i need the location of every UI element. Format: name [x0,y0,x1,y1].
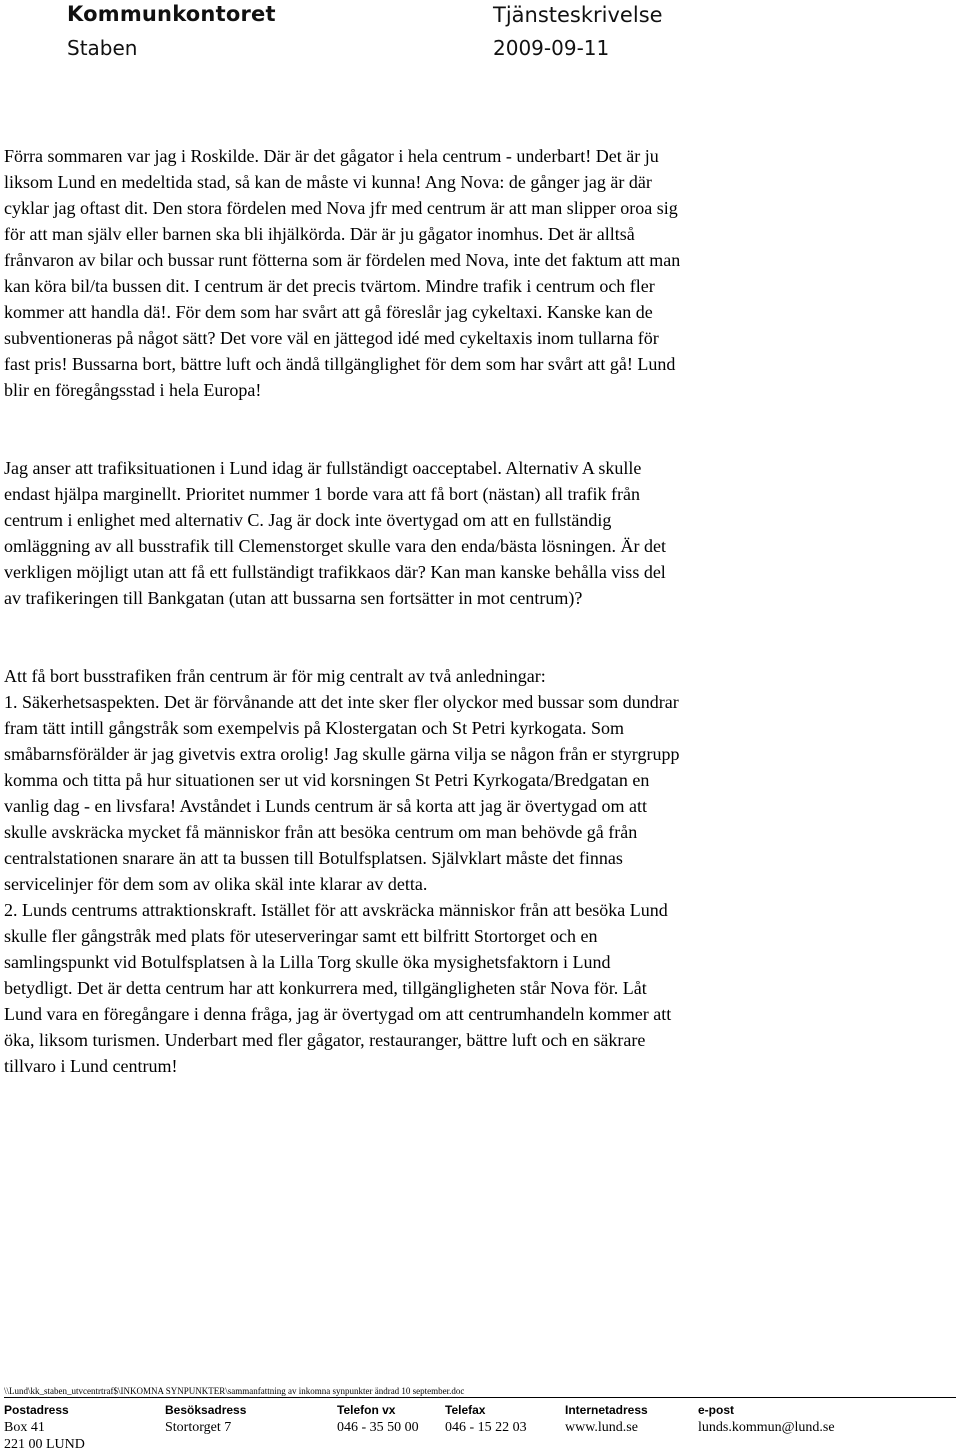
footer-label: Internetadress [565,1403,648,1417]
document-date: 2009-09-11 [493,36,610,60]
text-line: för att man själv eller barnen ska bli ihjälkörda. Där är ju gågator inomhus. Det är alltså [4,224,635,244]
footer-phone [337,1402,419,1436]
text-line: Förra sommaren var jag i Roskilde. Där är det gågator i hela centrum - underbart! Det är ju [4,146,659,166]
footer-postal-address [4,1402,85,1453]
text-line: omläggning av all busstrafik till Clemenstorget skulle vara den enda/bästa lösningen. Är det [4,536,667,556]
footer-visiting-address [165,1402,246,1436]
organization-name: Kommunkontoret [67,2,276,26]
text-line: 2. Lunds centrums attraktionskraft. Istället för att avskräcka människor från att besöka Lund [4,900,668,920]
text-line: samlingspunkt vid Botulfsplatsen à la Lilla Torg skulle öka mysighetsfaktorn i Lund [4,952,611,972]
text-line: skulle avskräcka mycket få människor från att besöka centrum om man behövde gå från [4,822,638,842]
text-line: vanlig dag - en livsfara! Avståndet i Lunds centrum är så korta att jag är övertygad om att [4,796,647,816]
text-line: centralstationen snarare än att ta bussen till Botulfsplatsen. Självklart måste det finnas [4,848,623,868]
text-line: centrum i enlighet med alternativ C. Jag är dock inte övertygad om att en fullständig [4,510,612,530]
document-type: Tjänsteskrivelse [493,3,663,27]
text-line: Jag anser att trafiksituationen i Lund idag är fullständigt oacceptabel. Alternativ A skulle [4,458,642,478]
footer-website [565,1402,648,1436]
text-line: servicelinjer för dem som av olika skäl inte klarar av detta. [4,874,428,894]
footer-label: Telefon vx [337,1403,396,1417]
text-line: kan köra bil/ta bussen dit. I centrum är det precis tvärtom. Mindre trafik i centrum och fler [4,276,655,296]
text-line: frånvaron av bilar och bussar runt fötterna som är fördelen med Nova, inte det faktum att man [4,250,681,270]
paragraph-1 [4,143,884,403]
text-line: öka, liksom turismen. Underbart med fler gågator, restauranger, bättre luft och en säkrare [4,1030,646,1050]
footer-value: 046 - 15 22 03 [445,1420,527,1435]
text-line: Att få bort busstrafiken från centrum är för mig centralt av två anledningar: [4,666,546,686]
file-path: \\Lund\kk_staben_utvcentrtraf$\INKOMNA SYNPUNKTER\sammanfattning av inkomna synpunkter ändrad 10 september.doc [4,1386,465,1396]
paragraph-2 [4,455,884,611]
text-line: skulle fler gångstråk med plats för uteserveringar samt ett bilfritt Stortorget och en [4,926,598,946]
footer-fax [445,1402,527,1436]
text-line: tillvaro i Lund centrum! [4,1056,178,1076]
footer-value: Stortorget 7 [165,1420,232,1435]
footer-label: e-post [698,1403,734,1417]
footer-value: 046 - 35 50 00 [337,1420,419,1435]
department-name: Staben [67,36,138,60]
text-line: betydligt. Det är detta centrum har att konkurrera med, tillgängligheten står Nova för. Låt [4,978,647,998]
text-line: cyklar jag oftast dit. Den stora fördelen med Nova jfr med centrum är att man slipper oroa sig [4,198,678,218]
text-line: verkligen möjligt utan att få ett fullständigt trafikkaos där? Kan man kanske behålla viss del [4,562,666,582]
paragraph-3 [4,663,884,1079]
text-line: komma och titta på hur situationen ser ut vid korsningen St Petri Kyrkogata/Bredgatan en [4,770,650,790]
text-line: fram tätt intill gångstråk som exempelvis på Klostergatan och St Petri kyrkogata. Som [4,718,625,738]
footer-value: www.lund.se [565,1420,638,1435]
footer-email [698,1402,835,1436]
footer-value: Box 41 [4,1420,45,1435]
text-line: blir en föregångsstad i hela Europa! [4,380,262,400]
text-line: 1. Säkerhetsaspekten. Det är förvånande att det inte sker fler olyckor med bussar som dundrar [4,692,679,712]
text-line: fast pris! Bussarna bort, bättre luft och ändå tillgänglighet för dem som har svårt att gå! Lund [4,354,676,374]
footer-label: Telefax [445,1403,486,1417]
text-line: Lund vara en föregångare i denna fråga, jag är övertygad om att centrumhandeln kommer att [4,1004,672,1024]
footer-divider [4,1397,956,1398]
footer-label: Besöksadress [165,1403,247,1417]
footer-value: 221 00 LUND [4,1437,85,1452]
text-line: endast hjälpa marginellt. Prioritet nummer 1 borde vara att få bort (nästan) all trafik från [4,484,640,504]
text-line: subventioneras på något sätt? Det vore väl en jättegod idé med cykeltaxis inom tullarna för [4,328,659,348]
footer-label: Postadress [4,1403,69,1417]
footer-value: lunds.kommun@lund.se [698,1420,835,1435]
text-line: liksom Lund en medeltida stad, så kan de måste vi kunna! Ang Nova: de gånger jag är där [4,172,652,192]
text-line: småbarnsförälder är jag givetvis extra orolig! Jag skulle gärna vilja se någon från er styrgrupp [4,744,680,764]
text-line: kommer att handla dä!. För dem som har svårt att gå föreslår jag cykeltaxi. Kanske kan de [4,302,653,322]
text-line: av trafikeringen till Bankgatan (utan att bussarna sen fortsätter in mot centrum)? [4,588,583,608]
